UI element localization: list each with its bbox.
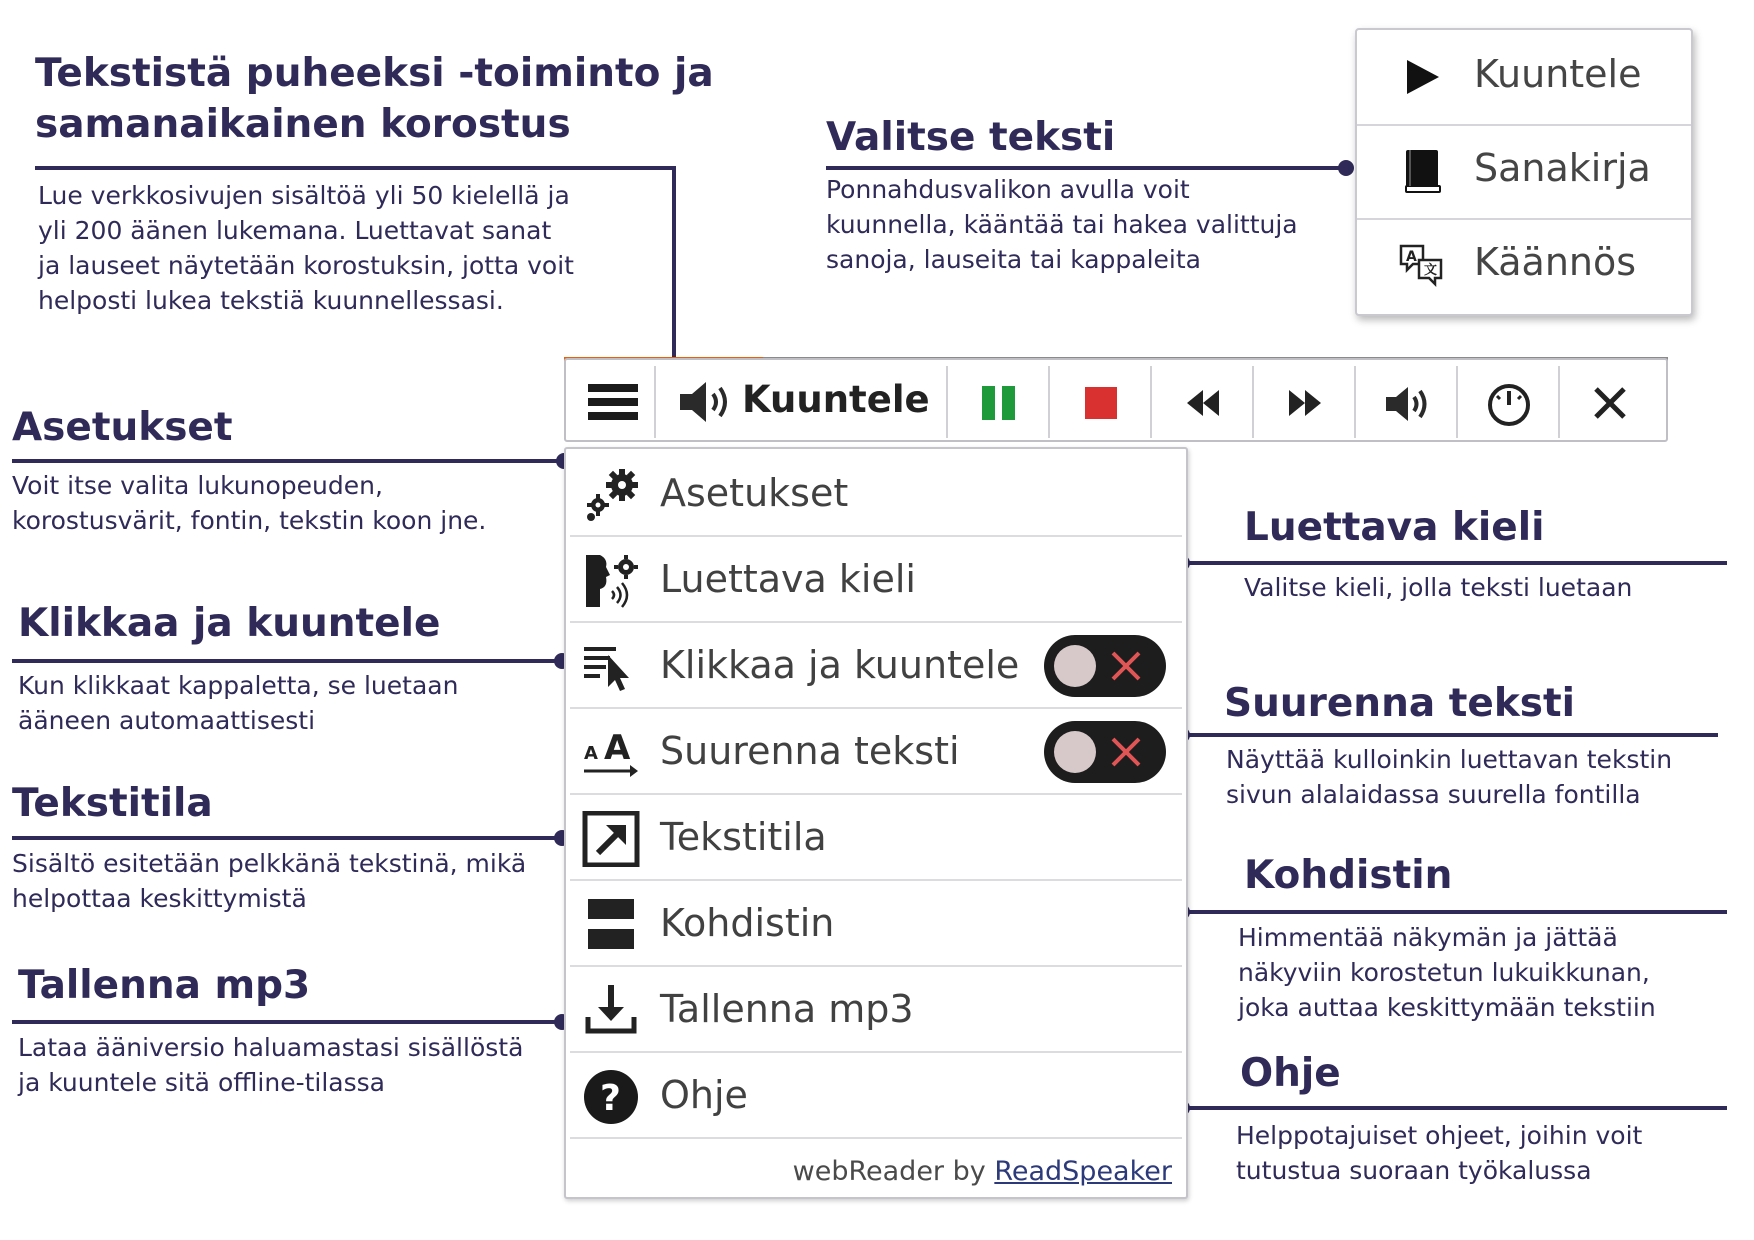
pointer-title: Kohdistin (1244, 853, 1453, 898)
click-listen-icon (582, 639, 642, 695)
menu-item-label: Luettava kieli (660, 557, 916, 601)
fast-forward-icon (1287, 388, 1323, 418)
menu-item-label: Tekstitila (660, 815, 827, 859)
enlarge-description: Näyttää kulloinkin luettavan tekstin sivun alalaidassa suurella fontilla (1226, 745, 1673, 809)
pause-icon (980, 384, 1018, 422)
svg-text:A: A (604, 728, 631, 768)
help-connector (1182, 1106, 1727, 1110)
settings-menu (564, 447, 1188, 1199)
pointer-connector (1182, 910, 1727, 914)
help-icon (582, 1069, 642, 1125)
select-text-connector (826, 166, 1346, 170)
pause-button[interactable] (948, 366, 1050, 438)
menu-item-label: Kohdistin (660, 901, 835, 945)
close-icon (1593, 386, 1627, 420)
menu-item-click-listen[interactable] (570, 623, 1182, 709)
enlarge-text-toggle[interactable] (1044, 721, 1166, 783)
popup-item-label: Käännös (1474, 240, 1637, 284)
stop-icon (1084, 386, 1118, 420)
selection-popup (1355, 28, 1693, 316)
menu-item-label: Suurenna teksti (660, 729, 960, 773)
speaking-head-icon (582, 553, 642, 609)
download-icon (582, 983, 642, 1039)
popup-item-translate[interactable] (1357, 218, 1691, 312)
menu-item-enlarge-text[interactable] (570, 709, 1182, 795)
text-size-icon (582, 725, 642, 781)
settings-connector (12, 459, 560, 463)
click-listen-description: Kun klikkaat kappaletta, se luetaan ääneen automaattisesti (18, 671, 459, 735)
speed-button[interactable] (1458, 366, 1560, 438)
close-button[interactable] (1560, 366, 1662, 438)
menu-item-label: Ohje (660, 1073, 748, 1117)
menu-item-label: Klikkaa ja kuuntele (660, 643, 1020, 687)
enlarge-connector (1182, 733, 1718, 737)
volume-button[interactable] (1356, 366, 1458, 438)
gears-icon (582, 467, 642, 523)
settings-description: Voit itse valita lukunopeuden, korostusvärit, fontin, tekstin koon jne. (12, 471, 487, 535)
click-listen-connector (12, 659, 562, 663)
mp3-description: Lataa ääniversio haluamastasi sisällöstä ja kuuntele sitä offline-tilassa (18, 1033, 524, 1097)
click-listen-toggle[interactable] (1044, 635, 1166, 697)
svg-text:A: A (1406, 249, 1417, 265)
rewind-icon (1185, 388, 1221, 418)
speaker-icon (678, 380, 734, 424)
menu-item-settings[interactable] (570, 451, 1182, 537)
enlarge-title: Suurenna teksti (1224, 681, 1575, 726)
svg-text:?: ? (600, 1078, 621, 1119)
tts-title-line2: samanaikainen korostus (35, 102, 571, 147)
toggle-off-icon (1110, 736, 1142, 768)
mp3-connector (12, 1020, 562, 1024)
menu-button[interactable] (570, 366, 656, 438)
help-description: Helppotajuiset ohjeet, joihin voit tutustua suoraan työkalussa (1236, 1121, 1643, 1185)
menu-item-label: Asetukset (660, 471, 849, 515)
readspeaker-link[interactable]: ReadSpeaker (994, 1156, 1172, 1187)
credit-prefix: webReader by (792, 1156, 986, 1187)
toggle-off-icon (1110, 650, 1142, 682)
text-mode-title: Tekstitila (12, 781, 213, 826)
mp3-title: Tallenna mp3 (18, 963, 311, 1008)
menu-item-label: Tallenna mp3 (660, 987, 914, 1031)
toggle-knob (1054, 645, 1096, 687)
rewind-button[interactable] (1152, 366, 1254, 438)
click-listen-title: Klikkaa ja kuuntele (18, 601, 441, 646)
tts-title-line1: Tekstistä puheeksi -toiminto ja (35, 51, 714, 96)
menu-item-pointer[interactable] (570, 881, 1182, 967)
speed-icon (1486, 382, 1532, 426)
select-text-connector-dot (1338, 160, 1354, 176)
pointer-icon (582, 897, 642, 953)
language-description: Valitse kieli, jolla teksti luetaan (1244, 573, 1633, 602)
pointer-description: Himmentää näkymän ja jättää näkyviin korostetun lukuikkunan, joka auttaa keskittymään tekstiin (1238, 923, 1656, 1022)
menu-item-save-mp3[interactable] (570, 967, 1182, 1053)
popup-item-dictionary[interactable] (1357, 124, 1691, 220)
popup-item-label: Kuuntele (1474, 52, 1642, 96)
select-text-title: Valitse teksti (826, 115, 1116, 160)
tts-connector-vertical (672, 166, 676, 372)
menu-item-help[interactable] (570, 1053, 1182, 1139)
svg-text:A: A (584, 743, 598, 764)
listen-button[interactable] (656, 366, 948, 438)
readspeaker-credit (793, 1156, 1172, 1187)
language-connector (1182, 561, 1727, 565)
language-title: Luettava kieli (1244, 505, 1545, 550)
popup-item-listen[interactable] (1357, 30, 1691, 126)
menu-item-language[interactable] (570, 537, 1182, 623)
stop-button[interactable] (1050, 366, 1152, 438)
listen-label: Kuuntele (742, 378, 930, 421)
book-icon (1397, 146, 1447, 196)
open-external-icon (582, 811, 642, 867)
toggle-knob (1054, 731, 1096, 773)
settings-title: Asetukset (12, 405, 233, 450)
tts-description: Lue verkkosivujen sisältöä yli 50 kielellä ja yli 200 äänen lukemana. Luettavat sanat ja lauseet näytetään korostuksin, jotta voit helposti lukea tekstiä kuunnellessasi. (38, 181, 574, 315)
text-mode-description: Sisältö esitetään pelkkänä tekstinä, mikä helpottaa keskittymistä (12, 849, 527, 913)
tts-connector (35, 166, 676, 170)
volume-icon (1384, 384, 1432, 424)
select-text-description: Ponnahdusvalikon avulla voit kuunnella, kääntää tai hakea valittuja sanoja, lauseita tai kappaleita (826, 175, 1298, 274)
help-title: Ohje (1240, 1051, 1341, 1096)
webreader-toolbar (564, 358, 1668, 442)
menu-item-text-mode[interactable] (570, 795, 1182, 881)
text-mode-connector (12, 836, 562, 840)
menu-icon (588, 382, 638, 422)
popup-item-label: Sanakirja (1474, 146, 1651, 190)
translate-icon (1397, 240, 1447, 290)
svg-text:文: 文 (1424, 263, 1438, 278)
play-icon (1397, 52, 1447, 102)
fast-forward-button[interactable] (1254, 366, 1356, 438)
